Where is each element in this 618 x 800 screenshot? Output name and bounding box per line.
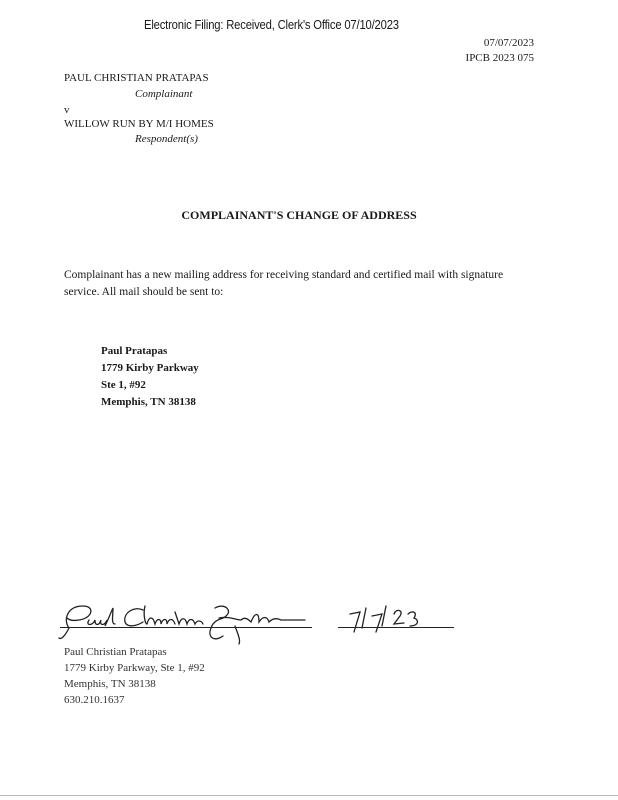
complainant-role: Complainant [135, 88, 193, 100]
body-line-1: Complainant has a new mailing address for receiving standard and certified mail with signature [64, 269, 504, 281]
body-line-2: service. All mail should be sent to: [64, 286, 224, 298]
signature-line [60, 627, 312, 628]
signer-city-state-zip: Memphis, TN 38138 [64, 678, 156, 690]
complainant-name: PAUL CHRISTIAN PRATAPAS [64, 72, 209, 84]
respondent-role: Respondent(s) [135, 133, 198, 145]
page-bottom-rule [0, 795, 618, 796]
filing-date: 07/07/2023 [483, 37, 534, 49]
document-title: COMPLAINANT'S CHANGE OF ADDRESS [181, 208, 417, 222]
date-line [338, 627, 454, 628]
address-suite: Ste 1, #92 [101, 379, 146, 391]
respondent-name: WILLOW RUN BY M/I HOMES [64, 118, 214, 130]
address-name: Paul Pratapas [101, 345, 168, 357]
address-street: 1779 Kirby Parkway [101, 362, 199, 374]
handwritten-date [340, 600, 430, 640]
versus-label: v [64, 104, 70, 116]
signer-address: 1779 Kirby Parkway, Ste 1, #92 [64, 662, 205, 674]
filing-stamp: Electronic Filing: Received, Clerk's Office 07/10/2023 [144, 18, 399, 32]
address-city-state-zip: Memphis, TN 38138 [101, 396, 196, 408]
signer-phone: 630.210.1637 [64, 694, 125, 706]
case-number: IPCB 2023 075 [465, 52, 534, 64]
handwritten-signature [55, 598, 315, 648]
signer-name: Paul Christian Pratapas [64, 646, 167, 658]
